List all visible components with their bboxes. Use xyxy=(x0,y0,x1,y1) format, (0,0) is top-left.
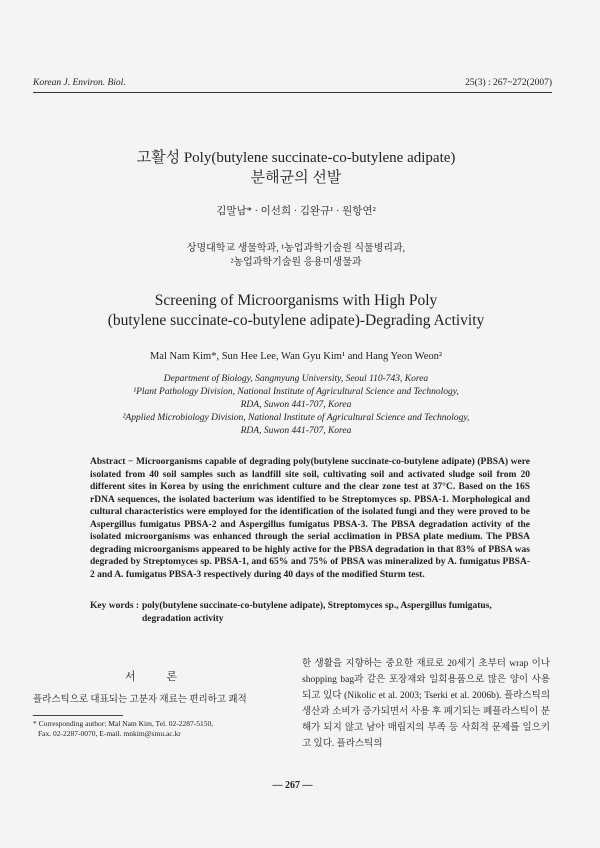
korean-affiliation-line1: 상명대학교 생물학과, ¹농업과학기술원 식물병리과, xyxy=(186,243,406,254)
english-title-line2: (butylene succinate-co-butylene adipate)-Degrading Activity xyxy=(107,312,485,329)
korean-title-line2: 분해균의 선발 xyxy=(250,170,342,186)
header-rule xyxy=(33,92,552,93)
footnote xyxy=(33,719,293,739)
affiliation-line: RDA, Suwon 441-707, Korea xyxy=(240,426,352,436)
korean-authors: 김말남* · 이선희 · 김완규¹ · 원항연² xyxy=(216,206,376,217)
footnote-line1: * Corresponding author: Mal Nam Kim, Tel. 02-2287-5150, xyxy=(33,719,214,728)
korean-title-line1: 고활성 Poly(butylene succinate-co-butylene adipate) xyxy=(136,150,456,166)
section-heading: 서 론 xyxy=(124,671,191,683)
intro-right-text: 한 생활을 지향하는 중요한 재료로 20세기 초부터 wrap 이나 shopping bag과 같은 포장재와 일회용품으로 많은 양이 사용되고 있다 (Nikolic et al. 2003; Tserki et al. 2006b). 플라스틱의 생산과 소비가 증가되면서 사용 후 폐기되는 폐플라스틱이 분해가 되지 않고 남아 매립지의 부족 등 사회적 문제를 일으키고 있다. 플라스틱의 xyxy=(302,659,550,749)
english-affiliations xyxy=(40,373,552,438)
keywords xyxy=(90,600,530,625)
issue-info: 25(3) : 267~272(2007) xyxy=(465,78,552,88)
footnote-rule xyxy=(33,715,123,716)
abstract: Abstract − Microorganisms capable of degrading poly(butylene succinate-co-butylene adipate) (PBSA) were isolated from 40 soil samples such as landfill site soil, cultivating soil and activated sludge soil from 20 different sites in Korea by using the enrichment culture and the clear zone test at 37°C. Based on the 16S rDNA sequences, the isolated bacterium was identified to be Streptomyces sp. PBSA-1. Morphological and cultural characteristics were employed for the identification of the isolated fungi and they were proved to be Aspergillus fumigatus PBSA-2 and Aspergillus fumigatus PBSA-3. The PBSA degradation activity of the isolated microorganisms was enhanced through the serial acclimation in PBSA plate medium. The PBSA degrading microorganisms appeared to be highly active for the PBSA degradation in that 83% of PBSA was degraded by Streptomyces sp. PBSA-1, and 65% and 75% of PBSA was mineralized by A. fumigatus PBSA-2 and A. fumigatus PBSA-3 respectively during 40 days of the modified Sturm test. xyxy=(90,457,530,580)
footnote-line2: Fax. 02-2287-0070, E-mail. mnkim@smu.ac.kr xyxy=(38,729,181,738)
korean-affiliation-line2: ²농업과학기술원 응용미생물과 xyxy=(230,257,362,268)
page-number: — 267 — xyxy=(272,780,313,791)
intro-left-text: 플라스틱으로 대표되는 고분자 재료는 편리하고 쾌적 xyxy=(33,695,247,705)
affiliation-line: ¹Plant Pathology Division, National Institute of Agricultural Science and Technology, xyxy=(133,387,459,397)
journal-name: Korean J. Environ. Biol. xyxy=(33,78,126,88)
keywords-line2: degradation activity xyxy=(142,613,224,624)
affiliation-line: Department of Biology, Sangmyung University, Seoul 110-743, Korea xyxy=(163,374,429,384)
keywords-line1: poly(butylene succinate-co-butylene adipate), Streptomyces sp., Aspergillus fumigatus, xyxy=(142,601,492,611)
english-authors: Mal Nam Kim*, Sun Hee Lee, Wan Gyu Kim¹ and Hang Yeon Weon² xyxy=(149,351,443,362)
affiliation-line: ²Applied Microbiology Division, National Institute of Agricultural Science and Technology, xyxy=(122,413,470,423)
english-title-line1: Screening of Microorganisms with High Poly xyxy=(154,292,438,309)
affiliation-line: RDA, Suwon 441-707, Korea xyxy=(240,400,352,410)
keywords-label: Key words : xyxy=(90,601,140,611)
